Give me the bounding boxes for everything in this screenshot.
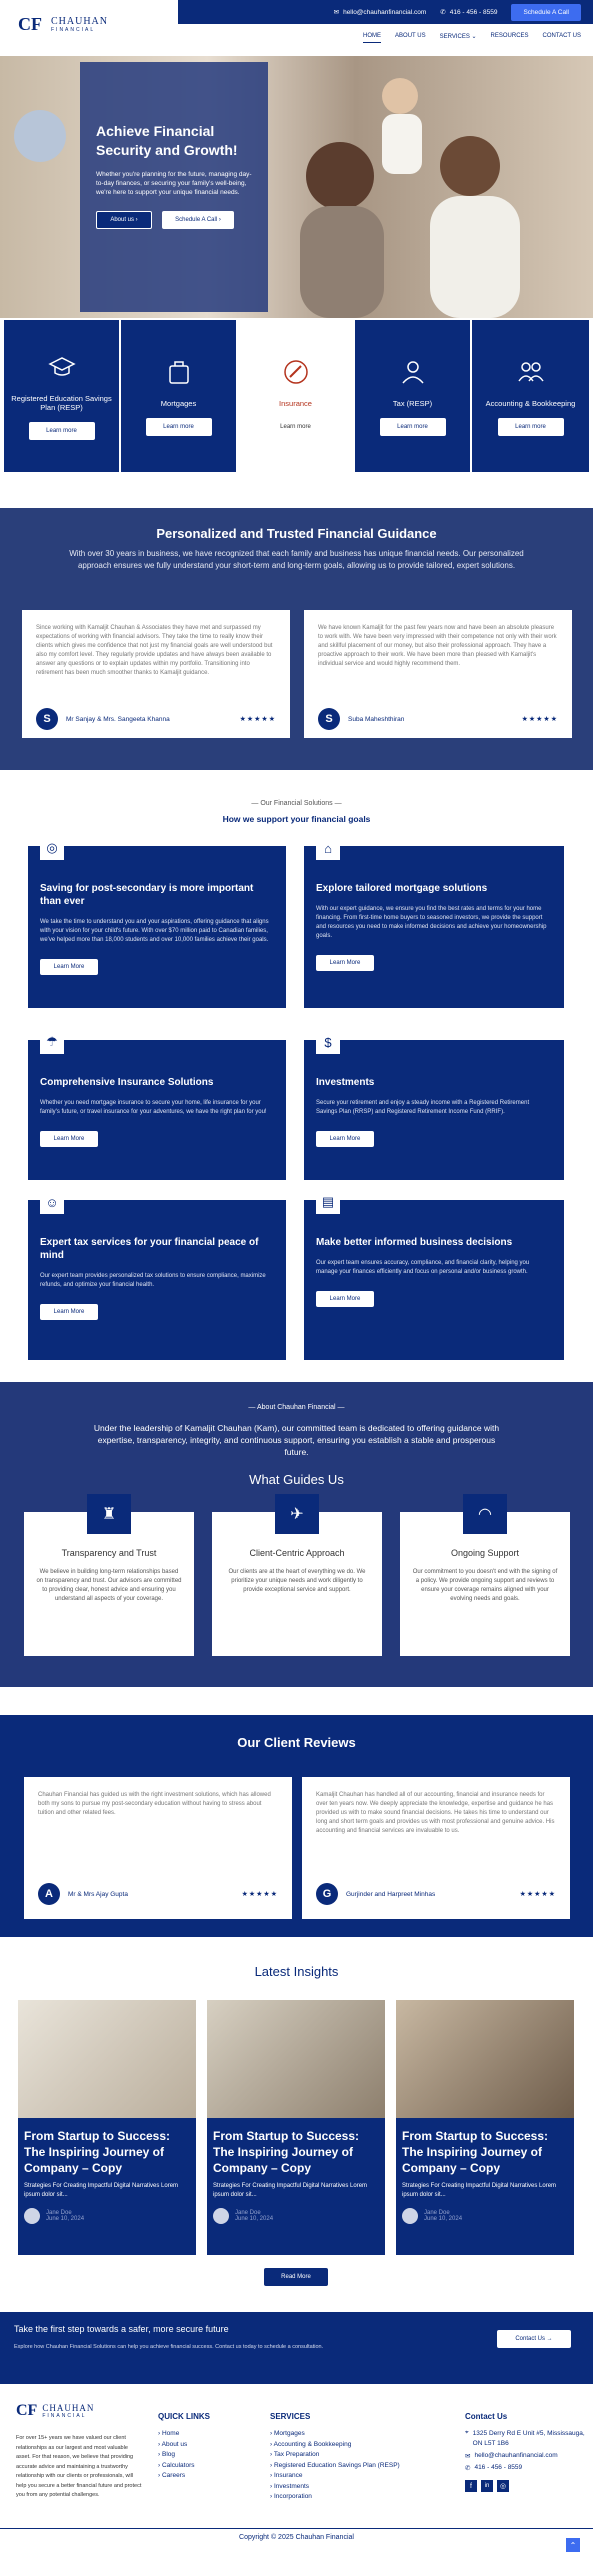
logo-mark-icon: CF [16,2402,38,2419]
star-rating: ★★★★★ [239,715,276,723]
insights-title: Latest Insights [254,1964,339,1979]
footer-service-accounting[interactable]: › Accounting & Bookkeeping [270,2440,400,2451]
solution-learn-more-button[interactable]: Learn More [316,1131,374,1147]
phone-icon: ✆ [465,2465,471,2472]
service-mortgages-label: Mortgages [160,398,197,408]
service-resp-label: Registered Education Savings Plan (RESP) [11,394,112,412]
post-image [18,2000,196,2118]
post-excerpt: Strategies For Creating Impactful Digital Narratives Lorem ipsum dolor sit... [402,2183,557,2198]
footer-service-resp[interactable]: › Registered Education Savings Plan (RESP) [270,2461,400,2472]
post-image [207,2000,385,2118]
service-tax-label: Tax (RESP) [392,398,433,408]
post-author: Jane Doe [235,2210,261,2216]
solution-text: We take the time to understand you and your aspirations, offering guidance that aligns with your vision for your child's future. With over $70 million paid to Canadian families, we've helped more than 18,000 students and over 10,000 families achieve their goals. [40,919,269,943]
solution-card-tax [28,1194,286,1360]
post-title[interactable]: From Startup to Success: The Inspiring Journey of Company – Copy [24,2129,171,2175]
guidance-section [0,508,593,770]
footer-service-insurance[interactable]: › Insurance [270,2471,400,2482]
service-resp-button[interactable]: Learn more [29,422,95,440]
plane-icon: ✈ [275,1494,319,1534]
review-text: We have known Kamaljit for the past few years now and have been an absolute pleasure to work with. We have been very impressed with their competence not only with their work and skillful placement of our money, but also their professional approach. They have a proactive approach to their work. We have been more than pleased with Kamaljit's individual service and would highly recommend them. [318,625,557,667]
service-tax[interactable] [355,320,470,472]
cta-banner [0,2312,593,2384]
footer-email[interactable]: hello@chauhanfinancial.com [474,2452,558,2459]
solution-card-investments [304,1034,564,1180]
avatar: S [36,708,58,730]
schedule-call-button[interactable]: Schedule A Call [511,4,581,21]
author-avatar [402,2208,418,2224]
value-transparency [24,1506,194,1656]
solution-text: Our expert team provides personalized tax solutions to ensure compliance, maximize refunds, and optimize your financial health. [40,1273,266,1288]
footer-service-tax[interactable]: › Tax Preparation [270,2450,400,2461]
star-rating: ★★★★★ [521,715,558,723]
solution-title: Comprehensive Insurance Solutions [40,1077,214,1088]
star-rating: ★★★★★ [519,1890,556,1898]
scroll-to-top-button[interactable] [566,2538,580,2552]
cta-text: Explore how Chauhan Financial Solutions can help you achieve financial success. Contact us today to schedule a consultation. [14,2344,324,2350]
nav-home[interactable]: HOME [363,30,381,43]
service-mortgages-button[interactable]: Learn more [146,418,212,436]
about-kicker-text: About Chauhan Financial [256,1404,336,1411]
nav-services[interactable] [440,30,477,43]
nav-contact[interactable]: CONTACT US [542,33,581,39]
reviewer-name: Gurjinder and Harpreet Minhas [346,1890,436,1898]
hero-panel [80,62,268,312]
solutions-kicker-text: Our Financial Solutions [260,800,333,807]
footer-phone[interactable]: 416 - 456 - 8559 [474,2464,523,2471]
footer-quick-links [158,2412,210,2482]
shield-icon [281,357,311,387]
graduation-icon [47,352,77,382]
location-icon: ⌖ [465,2429,469,2436]
solution-learn-more-button[interactable]: Learn More [40,1304,98,1320]
header-phone[interactable]: 416 - 456 - 8559 [449,8,498,16]
luggage-icon [164,357,194,387]
solutions-title: How we support your financial goals [222,814,371,824]
mortgage-icon: ⌂ [316,836,340,860]
solution-learn-more-button[interactable]: Learn More [40,1131,98,1147]
chevron-down-icon: ⌄ [471,34,477,40]
footer-services [270,2412,400,2503]
value-text: Our clients are at the heart of everything we do. We prioritize your unique needs and work diligently to provide exceptional service and support. [228,1569,366,1593]
service-insurance[interactable] [238,320,353,472]
nav-resources[interactable]: RESOURCES [490,33,529,39]
logo-sub: FINANCIAL [42,2413,87,2419]
investment-icon: $ [316,1030,340,1054]
footer-link-careers[interactable]: › Careers [158,2471,210,2482]
team-icon [516,357,546,387]
hero-schedule-button[interactable] [162,211,234,229]
insight-post-2[interactable] [207,2000,385,2255]
hero-title: Achieve Financial Security and Growth! [96,123,238,158]
chevron-right-icon: › [135,217,138,223]
avatar: A [38,1883,60,1905]
solution-card-business [304,1194,564,1360]
reviewer-name: Mr Sanjay & Mrs. Sangeeta Khanna [66,715,170,723]
facebook-icon[interactable]: f [465,2480,477,2492]
value-text: Our commitment to you doesn't end with the signing of a policy. We provide ongoing support and reviews to ensure your coverage remains aligned with your evolving needs and goals. [412,1569,558,1602]
post-title[interactable]: From Startup to Success: The Inspiring Journey of Company – Copy [402,2129,549,2175]
linkedin-icon[interactable]: in [481,2480,493,2492]
client-reviews-title: Our Client Reviews [237,1735,356,1750]
post-author: Jane Doe [424,2210,450,2216]
avatar: S [318,708,340,730]
solution-learn-more-button[interactable]: Learn More [40,959,98,975]
footer-divider [0,2528,593,2529]
insight-post-3[interactable] [396,2000,574,2255]
post-date: June 10, 2024 [46,2216,85,2222]
footer-link-about[interactable]: › About us [158,2440,210,2451]
footer-service-investments[interactable]: › Investments [270,2482,400,2493]
insurance-icon: ☂ [40,1030,64,1054]
service-mortgages[interactable] [121,320,236,472]
service-accounting[interactable] [472,320,589,472]
value-text: We believe in building long-term relationships based on transparency and trust. Our advisors are committed to providing clear, honest advice and ensuring you understand all aspects of your coverage. [36,1569,182,1602]
service-accounting-label: Accounting & Bookkeeping [485,398,576,408]
business-icon: ▤ [316,1190,340,1214]
cta-title: Take the first step towards a safer, more secure future [14,2324,229,2334]
hero-about-label: About us [110,217,134,223]
tax-icon: ☺ [40,1190,64,1214]
copyright: Copyright © 2025 Chauhan Financial [239,2534,354,2541]
footer-link-blog[interactable]: › Blog [158,2450,210,2461]
footer-service-mortgages[interactable]: › Mortgages [270,2429,400,2440]
solution-title: Explore tailored mortgage solutions [316,883,488,894]
reviewer-name: Suba Maheshthiran [348,715,405,723]
footer-link-home[interactable]: › Home [158,2429,210,2440]
post-excerpt: Strategies For Creating Impactful Digital Narratives Lorem ipsum dolor sit... [24,2183,179,2198]
about-title: What Guides Us [249,1472,344,1487]
trust-icon: ♜ [87,1494,131,1534]
solution-title: Investments [316,1077,375,1088]
contact-us-button[interactable]: Contact Us → [497,2330,571,2348]
post-author: Jane Doe [46,2210,72,2216]
post-date: June 10, 2024 [235,2216,274,2222]
author-avatar [213,2208,229,2224]
solution-text: Our expert team ensures accuracy, compliance, and financial clarity, helping you manage your finances efficiently and focus on personal and/or business growth. [316,1260,530,1275]
logo-sub: FINANCIAL [51,26,96,33]
post-title[interactable]: From Startup to Success: The Inspiring Journey of Company – Copy [213,2129,360,2175]
about-kicker: — About Chauhan Financial — [248,1404,345,1411]
services-title: SERVICES [270,2412,311,2421]
solution-learn-more-button[interactable]: Learn More [316,955,374,971]
logo-mark-icon: CF [18,14,42,34]
instagram-icon[interactable]: ◎ [497,2480,509,2492]
solution-card-resp [28,840,286,1008]
guidance-lead: With over 30 years in business, we have recognized that each family and business has unique financial needs. Our personalized approach ensures we fully understand your short-term and long-term goals, allowing us to provide tailored, expert solutions. [69,549,524,570]
post-excerpt: Strategies For Creating Impactful Digital Narratives Lorem ipsum dolor sit... [213,2183,368,2198]
chevron-up-icon: ⌃ [569,2540,577,2550]
footer-link-calculators[interactable]: › Calculators [158,2461,210,2472]
contact-title: Contact Us [465,2412,508,2421]
service-resp[interactable] [4,320,119,472]
solution-title: Make better informed business decisions [316,1237,513,1248]
email-icon: ✉ [465,2453,471,2460]
solution-card-insurance [28,1034,286,1180]
solution-text: Whether you need mortgage insurance to secure your home, life insurance for your family's future, or travel insurance for your adventures, we have the right plan for you! [40,1100,267,1115]
post-image [396,2000,574,2118]
education-icon: ◎ [40,836,64,860]
review-text: Since working with Kamaljit Chauhan & Associates they have met and surpassed my expectations of working with financial advisors. They take the time to really know their clients which gives me confidence that not just my financial goals are well understood but also my comfort level. They regularly provide updates and have always been available to answer any questions or to explain updates within my portfolio. Transitioning into retirement has been much smoother thanks to Kamaljit guidance. [36,625,273,676]
logo-text: CHAUHAN [51,15,108,27]
client-reviews-section [0,1715,593,1937]
value-title: Ongoing Support [450,1548,520,1558]
service-insurance-button[interactable]: Learn more [280,423,311,430]
read-more-button[interactable]: Read More [264,2268,328,2286]
hero-schedule-label: Schedule A Call [175,217,218,223]
logo-text: CHAUHAN [42,2403,95,2413]
logo[interactable] [18,14,108,34]
author-avatar [24,2208,40,2224]
star-rating: ★★★★★ [241,1890,278,1898]
chevron-right-icon: › [218,217,221,223]
guidance-review-1 [22,610,290,738]
client-review-2 [302,1777,570,1919]
footer-logo[interactable] [16,2402,94,2420]
email-icon: ✉ [333,9,340,16]
header-email[interactable]: hello@chauhanfinancial.com [343,8,427,16]
solution-title: Saving for post-secondary is more important than ever [40,883,254,907]
avatar: G [316,1883,338,1905]
solution-title: Expert tax services for your financial peace of mind [40,1237,259,1261]
about-lead: Under the leadership of Kamaljit Chauhan (Kam), our committed team is dedicated to offering guidance with expertise, transparency, integrity, and continuous support, ensuring you establish a stable and prosperous future. [93,1423,500,1457]
solution-text: Secure your retirement and enjoy a steady income with a Registered Retirement Savings Plan (RRSP) and Registered Retirement Income Fund (RRIF). [316,1100,530,1115]
service-insurance-label: Insurance [279,398,312,408]
footer-about: For over 15+ years we have valued our client relationships as our largest and most valuable asset. For that reason, we believe that providing accurate advice and maintaining a trustworthy relationship with our clients or professionals, will help you secure a better financial future and protect you from any potential challenges. [16,2435,142,2498]
solution-text: With our expert guidance, we ensure you find the best rates and terms for your home financing. From first-time home buyers to seasoned investors, we provide the support and resources you need to make informed decisions and achieve your homeownership goals. [316,906,547,939]
guidance-title: Personalized and Trusted Financial Guidance [156,526,437,541]
review-text: Chauhan Financial has guided us with the right investment solutions, which has allowed both my sons to pursue my post-secondary education without having to stress about tuition and other related fees. [38,1792,271,1816]
phone-icon: ✆ [440,9,446,16]
review-text: Kamaljit Chauhan has handled all of our accounting, financial and insurance needs for over ten years now. We deeply appreciate the knowledge, expertise and guidance he has provided us with to make sound financial decisions. He takes his time to understand our long and short term goals and provides us with most professional and genuine advice. His accounting and financial services are invaluable to us. [316,1792,555,1834]
top-bar [178,0,593,24]
value-title: Transparency and Trust [61,1548,157,1558]
footer-address: 1325 Derry Rd E Unit #5, Mississauga, ON L5T 1B6 [472,2430,585,2447]
footer-contact [465,2412,585,2492]
solution-card-mortgage [304,840,564,1008]
wifi-icon: ◠ [463,1494,507,1534]
main-nav [363,30,581,43]
value-ongoing-support [400,1506,570,1656]
post-date: June 10, 2024 [424,2216,463,2222]
hero-about-button[interactable] [96,211,152,229]
insight-post-1[interactable] [18,2000,196,2255]
solutions-kicker: — Our Financial Solutions — [251,800,342,807]
hero-text: Whether you're planning for the future, managing day-to-day finances, or securing your family's well-being, we're here to support your unique financial needs. [96,171,252,196]
client-review-1 [24,1777,292,1919]
reviewer-name: Mr & Mrs Ajay Gupta [68,1890,128,1898]
nav-services-label: SERVICES [439,34,470,40]
value-client-centric [212,1506,382,1656]
footer-service-incorporation[interactable]: › Incorporation [270,2492,400,2503]
nav-about[interactable]: ABOUT US [395,33,426,39]
guidance-review-2 [304,610,572,738]
tax-person-icon [398,357,428,387]
quick-links-title: QUICK LINKS [158,2412,210,2421]
value-title: Client-Centric Approach [249,1548,345,1558]
service-accounting-button[interactable]: Learn more [498,418,564,436]
solution-learn-more-button[interactable]: Learn More [316,1291,374,1307]
service-tax-button[interactable]: Learn more [380,418,446,436]
